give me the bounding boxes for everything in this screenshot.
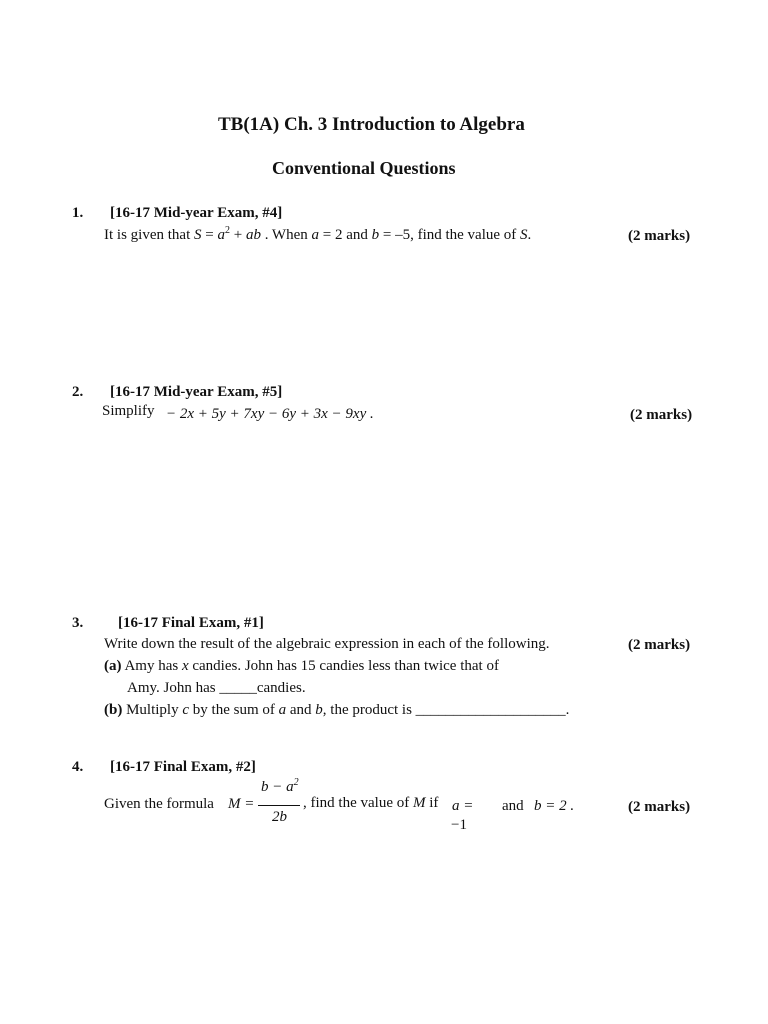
q4-if: if — [425, 795, 439, 811]
question-1-marks: (2 marks) — [628, 228, 691, 244]
question-2-source: [16-17 Mid-year Exam, #5] — [110, 384, 283, 400]
question-4-marks: (2 marks) — [628, 799, 691, 815]
q4-given-text: Given the formula — [104, 796, 214, 812]
q4-m-equals: M = — [228, 796, 255, 812]
q1-var-a2: a — [311, 227, 319, 243]
q3b-text-2: by the sum of — [189, 702, 279, 718]
q1-text-d: = –5, find the value of — [379, 227, 521, 243]
question-3-source: [16-17 Final Exam, #1] — [118, 615, 264, 631]
q1-plus: + — [229, 227, 246, 243]
question-3a-line-2: Amy. John has _____candies. — [127, 680, 306, 696]
q4-and: and — [502, 798, 524, 814]
q3b-var-c: c — [182, 702, 190, 718]
q4-b-equals: b = 2 . — [534, 798, 575, 814]
q1-text-a: It is given that — [104, 227, 194, 243]
q3a-text-2: candies. John has 15 candies less than twice that of — [188, 658, 499, 674]
q1-var-b: b — [371, 227, 380, 243]
q4-numerator — [261, 779, 299, 796]
q3a-var-x: x — [181, 658, 189, 674]
q3b-text-4: , the product is ____________________. — [322, 702, 570, 718]
question-2-expression: − 2x + 5y + 7xy − 6y + 3x − 9xy . — [166, 406, 374, 422]
question-3-intro: Write down the result of the algebraic expression in each of the following. — [104, 636, 550, 652]
q3a-label: (a) — [104, 658, 122, 674]
question-1-text — [104, 227, 531, 244]
q1-var-s2: S — [520, 227, 528, 243]
q4-var-m: M — [412, 795, 426, 811]
q3b-var-a: a — [278, 702, 287, 718]
page-title: TB(1A) Ch. 3 Introduction to Algebra — [218, 114, 525, 135]
q3b-label: (b) — [104, 702, 123, 718]
q4-numerator-exponent: 2 — [293, 777, 299, 788]
question-3-marks: (2 marks) — [628, 637, 691, 653]
q1-var-ab: ab — [245, 227, 261, 243]
question-3b-line — [104, 702, 569, 719]
q1-equals: = — [201, 227, 218, 243]
q1-exponent: 2 — [224, 225, 230, 236]
q4-denominator: 2b — [272, 809, 287, 825]
question-1-number: 1. — [72, 205, 84, 221]
q1-text-b: . When — [260, 227, 312, 243]
q1-text-e: . — [527, 227, 532, 243]
question-4-number: 4. — [72, 759, 84, 775]
q1-text-c: = 2 and — [318, 227, 372, 243]
q1-var-s: S — [194, 227, 202, 243]
question-1-source: [16-17 Mid-year Exam, #4] — [110, 205, 283, 221]
question-3-number: 3. — [72, 615, 84, 631]
page-subtitle: Conventional Questions — [272, 158, 456, 178]
q4-find: , find the value of — [303, 795, 413, 811]
question-2-simplify: Simplify — [102, 403, 155, 419]
question-2-number: 2. — [72, 384, 84, 400]
q3b-text-1: Multiply — [126, 702, 183, 718]
q3a-text-1: Amy has — [124, 658, 182, 674]
q4-fraction-bar — [258, 805, 300, 806]
question-3a-line-1 — [104, 658, 499, 675]
q4-find-text — [303, 795, 438, 812]
q4-numerator-text: b − a — [261, 779, 294, 795]
question-2-marks: (2 marks) — [630, 407, 693, 423]
q4-a-value: −1 — [451, 817, 467, 833]
q4-a-equals: a = — [452, 798, 474, 814]
q3b-var-b: b — [315, 702, 323, 718]
question-4-source: [16-17 Final Exam, #2] — [110, 759, 256, 775]
q3b-text-3: and — [286, 702, 316, 718]
q1-var-a: a — [217, 227, 225, 243]
